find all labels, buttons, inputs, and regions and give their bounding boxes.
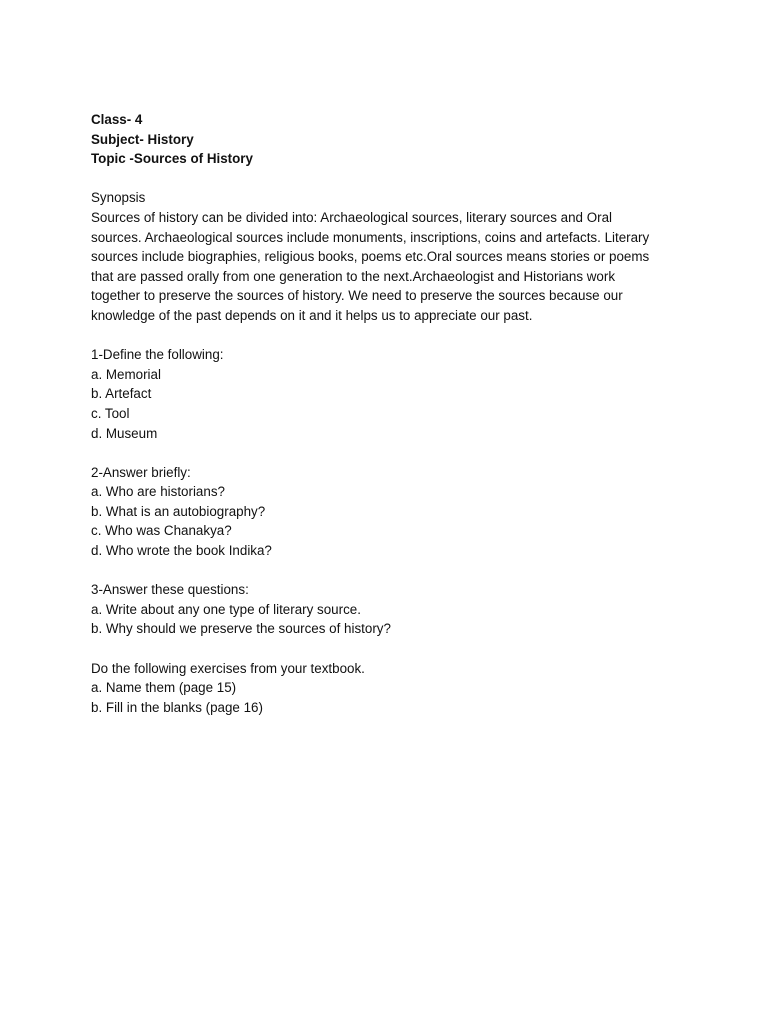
synopsis-heading: Synopsis [91, 190, 146, 206]
spacer [91, 326, 691, 346]
class-line: Class- 4 [91, 112, 143, 127]
section1-heading: 1-Define the following: [91, 347, 224, 363]
spacer [91, 639, 691, 659]
list-item: c. Who was Chanakya? [91, 523, 232, 539]
synopsis-line: sources include biographies, religious books, poems etc.Oral sources means stories or poems [91, 249, 650, 265]
section4-heading: Do the following exercises from your textbook. [91, 660, 365, 676]
list-item: a. Who are historians? [91, 484, 225, 500]
synopsis-line: knowledge of the past depends on it and it helps us to appreciate our past. [91, 307, 533, 323]
section2-heading: 2-Answer briefly: [91, 464, 191, 480]
synopsis-line: that are passed orally from one generation to the next.Archaeologist and Historians work [91, 268, 616, 284]
section3-heading: 3-Answer these questions: [91, 582, 249, 598]
list-item: c. Tool [91, 405, 130, 421]
spacer [91, 443, 691, 463]
list-item: b. Fill in the blanks (page 16) [91, 699, 263, 715]
list-item: a. Name them (page 15) [91, 680, 237, 696]
list-item: d. Who wrote the book Indika? [91, 543, 272, 559]
topic-line: Topic -Sources of History [91, 151, 253, 167]
spacer [91, 169, 691, 189]
synopsis-line: together to preserve the sources of history. We need to preserve the sources because our [91, 288, 623, 304]
spacer [91, 561, 691, 581]
synopsis-line: sources. Archaeological sources include monuments, inscriptions, coins and artefacts. Literary [91, 229, 650, 245]
list-item: b. What is an autobiography? [91, 503, 266, 519]
list-item: d. Museum [91, 425, 158, 441]
synopsis-line: Sources of history can be divided into: Archaeological sources, literary sources and Oral [91, 209, 613, 225]
list-item: b. Artefact [91, 386, 152, 402]
document-page [91, 110, 691, 717]
subject-line: Subject- History [91, 131, 194, 147]
list-item: b. Why should we preserve the sources of history? [91, 621, 391, 637]
list-item: a. Memorial [91, 366, 161, 382]
list-item: a. Write about any one type of literary source. [91, 601, 361, 617]
